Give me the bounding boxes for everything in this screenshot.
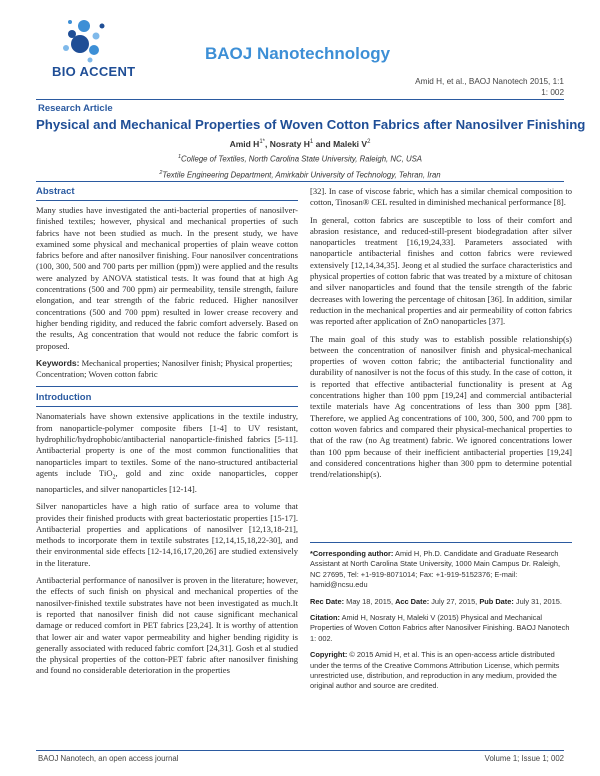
affiliation-text: College of Textiles, North Carolina State University, Raleigh, NC, USA (181, 154, 422, 164)
correspondence-box (310, 542, 572, 698)
introduction-heading: Introduction (36, 392, 298, 407)
paper-title: Physical and Mechanical Properties of Woven Cotton Fabrics after Nanosilver Finishing (36, 117, 586, 132)
footer-volume: Volume 1; Issue 1; 002 (484, 754, 564, 763)
author-name: Amid H (229, 139, 260, 149)
left-column (36, 186, 298, 683)
affiliation-sup: 1 (177, 154, 182, 160)
article-type: Research Article (38, 103, 113, 114)
intro-paragraph-2: Silver nanoparticles have a high ratio of surface area to volume that provides their finished products with great bacteriostatic properties [15-17]. Antibacterial properties and applications of nanosilver [12,13,18-21], methods to incorporate them in textile substrates [12,14,15,18,22-30], and their environmental side effects [12-14,16,17,20,26] are studied extensively in the literature. (36, 501, 298, 568)
citation-line-2: 1: 002 (541, 88, 564, 97)
footer-divider (36, 750, 564, 751)
pub-label: Pub Date: (479, 596, 514, 606)
affiliation-sup: 2 (159, 170, 163, 176)
right-column (310, 186, 572, 486)
keywords-label: Keywords: (36, 357, 80, 368)
intro-p1-subscript: 2 (112, 474, 116, 481)
citation-header (415, 76, 564, 98)
keywords (36, 358, 298, 381)
affiliation-text: Textile Engineering Department, Amirkabir University of Technology, Tehran, Iran (162, 170, 441, 180)
keywords-text: Mechanical properties; Nanosilver finish; Physical properties; Concentration; Woven cotton fabric (36, 357, 293, 380)
affiliation-1 (0, 154, 600, 164)
citation-line-1: Amid H, et al., BAOJ Nanotech 2015, 1:1 (415, 77, 564, 86)
intro-p1-part-a: Nanomaterials have shown extensive applications in the textile industry, from nanoparticle-polymer composite fibers [1-4] to UV resistant, hydrophilic/hydrophobic/antibacterial nanoparticle-finished fabrics [5-11]. Antibacterial property is one of the most common functionalities that nanoparticles impart to textiles. Some of the nano-structured antibacterial agents include TiO (36, 411, 298, 478)
intro-paragraph-1 (36, 411, 298, 495)
bio-accent-logo (50, 14, 190, 84)
brand-name: BIO ACCENT (52, 64, 136, 79)
header-divider (36, 99, 564, 100)
author-separator: and (313, 139, 334, 149)
intro-p1-part-b: , gold and zinc oxide nanoparticles, copper nanoparticles, and silver nanoparticles [12-14]. (36, 467, 298, 494)
author-sup: 1* (259, 139, 265, 146)
footer-journal: BAOJ Nanotech, an open access journal (38, 754, 179, 763)
corresponding-author (310, 549, 572, 591)
copyright-note (310, 650, 572, 692)
abstract-heading: Abstract (36, 186, 298, 201)
author-sup: 1 (309, 139, 314, 146)
author-name: Maleki V (333, 139, 368, 149)
affiliation-divider (36, 181, 564, 182)
author-separator: , (264, 139, 270, 149)
abstract-text: Many studies have investigated the anti-bacterial properties of nanosilver-finished textiles; however, physical and mechanical properties of such fabrics have not been studied as much. In the present study, we have examined some physical and mechanical properties of plain weave cotton fabrics before and after nanosilver finishing. Four nanosilver concentrations (100, 300, 500 and 700 parts per million (ppm)) were applied and the results were analyzed by ANOVA statistical tests. It was found that at high Ag concentrations (500 and 700 ppm) air permeability, tensile strength, failure elongation, and tear strength of the fabric reduced. Higher nanosilver concentrations (500 and 700 ppm) resulted in lower crease recovery and higher bending rigidity, and reduced the fabric comfort adversely. Based on the results, Ag concentration that would not reduce the fabric comfort is proposed. (36, 205, 298, 351)
intro-paragraph-3: Antibacterial performance of nanosilver is proven in the literature; however, the effects of such finish on physical and mechanical properties of the nanosilver-finished textile substrates have not been investigated as much.It is reported that nanosilver finish did not cause significant mechanical damage or reduced comfort in PET fabrics [23,24]. It is worthy of attention that lower air and water vapor permeability and higher bending rigidity is generally associated with reduced fabric comfort [24,31]. Gosh et al studied the physical properties of the cotton-PET fabric after nanosilver finishing and found no considerable deterioration in the properties (36, 575, 298, 676)
corr-label: *Corresponding author: (310, 549, 394, 558)
acc-value: July 27, 2015, (431, 596, 478, 606)
journal-title: BAOJ Nanotechnology (205, 44, 391, 63)
citation-text: Amid H, Nosraty H, Maleki V (2015) Physical and Mechanical Properties of Woven Cotton Fabrics after Nanosilver Finishing. BAOJ Nanotech 1: 002. (310, 613, 570, 643)
intro-paragraph-4: [32]. In case of viscose fabric, which has a similar chemical composition to cotton, Tinosan® CEL resulted in diminished mechanical performance [8]. (310, 186, 572, 208)
affiliation-2 (0, 170, 600, 180)
corr-text: Amid H, Ph.D. Candidate and Graduate Research Assistant at North Carolina State University, 1000 Main Campus Dr. Raleigh, NC 27695, Tel: +1-919-8071014; Fax: +1-919-5152376; E-mail: hamid@ncsu.edu (310, 549, 561, 590)
copyright-label: Copyright: (310, 650, 348, 660)
citation-label: Citation: (310, 613, 340, 623)
rec-label: Rec Date: (310, 596, 345, 606)
copyright-text: © 2015 Amid H, et al. This is an open-access article distributed under the terms of the Creative Commons Attribution License, which permits unrestricted use, distribution, and reproduction in any medium, provided the original author and source are credited. (310, 650, 560, 691)
author-sup: 2 (367, 139, 371, 146)
author-list (0, 139, 600, 149)
pub-value: July 31, 2015. (515, 596, 562, 606)
acc-label: Acc Date: (395, 596, 430, 606)
citation-note (310, 613, 572, 644)
intro-paragraph-6: The main goal of this study was to establish possible relationship(s) between the concentration of nanosilver finish and physical-mechanical properties of woven cotton fabric; the antibacterial functionality and durability of nanosilver is not the focus of this study. In the case of cotton, it is reported that effective antibacterial functionality is present at Ag concentrations higher than 100 ppm [19,24] and commercial antibacterial textile materials have Ag concentrations of less than 300 ppm [38]. Therefore, we applied Ag concentrations of 100, 300, 500, and 700 ppm to cotton woven fabrics and compared their physical-mechanical properties to that of the raw (no Ag treatment) fabric. We ignored concentrations lower than 100 ppm because of their inefficient antibacterial properties [19,24] and considered concentrations higher than 300 ppm to determine potential trend/relationship(s). (310, 333, 572, 480)
dates (310, 597, 572, 607)
rec-value: May 18, 2015, (346, 596, 393, 606)
intro-paragraph-5: In general, cotton fabrics are susceptible to loss of their comfort and abrasion resistance, and reduced-still-present biodegradation after silver nanoparticles treatment [16,19,24,33]. Parameters associated with nanoparticle antibacterial finishes and cotton fabrics were reviewed extensively [12,14,34,35]. Jeong et al studied the surface characteristics and physical properties of cotton fabric that was treated by a mixture of chitosan and silver nanoparticles and found that the tensile strength of the fabric decreases with lowering the percentage of chitosan [36]. In addition, similar reduction in the mechanical properties and air permeability of cotton fabrics was reported after application of ZnO nanoparticles [37]. (310, 214, 572, 327)
author-name: Nosraty H (269, 139, 310, 149)
